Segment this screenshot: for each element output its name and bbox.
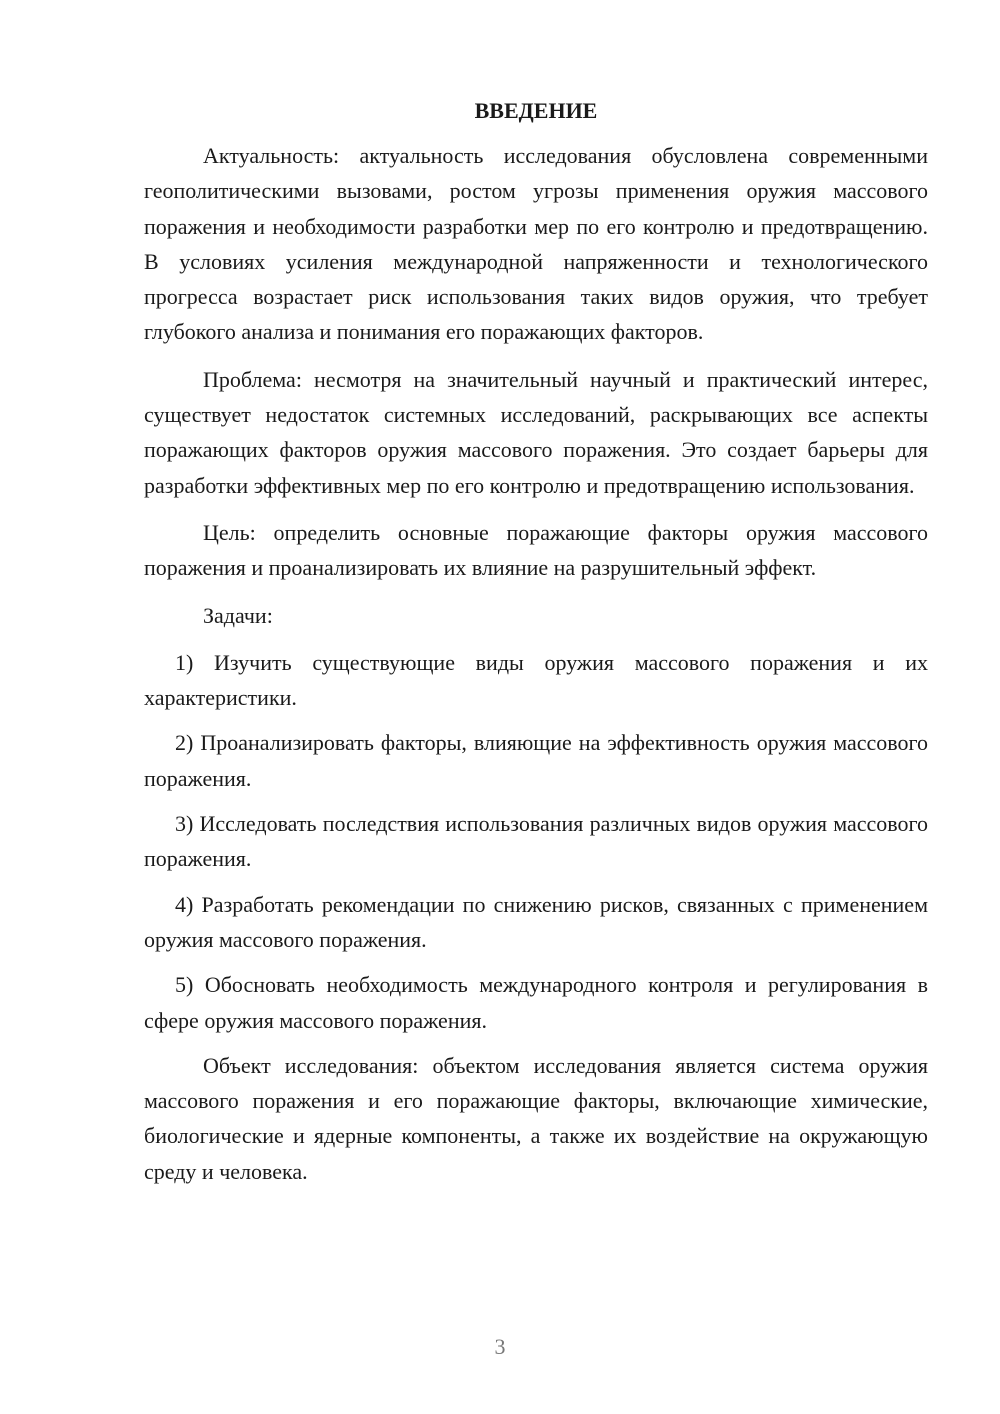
tasks-heading: Задачи:	[203, 602, 273, 628]
list-item: 4) Разработать рекомендации по снижению рисков, связанных с применением оружия массового поражения.	[144, 891, 928, 952]
paragraph-goal: Цель: определить основные поражающие факторы оружия массового поражения и проанализировать их влияние на разрушительный эффект.	[144, 519, 928, 581]
section-title: ВВЕДЕНИЕ	[474, 98, 598, 123]
paragraph-problem: Проблема: несмотря на значительный научный и практический интерес, существует недостаток системных исследований, раскрывающих все аспекты поражающих факторов оружия массового поражения. Это создает барьеры для разработки эффективных мер по его контролю и предотвращению использования.	[144, 366, 928, 498]
list-item: 2) Проанализировать факторы, влияющие на эффективность оружия массового поражения.	[144, 730, 928, 791]
paragraph-object: Объект исследования: объектом исследования является система оружия массового поражения и его поражающие факторы, включающие химические, биологические и ядерные компоненты, а также их воздействие на окружающую среду и человека.	[144, 1052, 928, 1184]
list-item: 1) Изучить существующие виды оружия массового поражения и их характеристики.	[144, 649, 928, 711]
page-number: 3	[494, 1334, 506, 1359]
tasks-list	[144, 645, 928, 1038]
paragraph-relevance: Актуальность: актуальность исследования обусловлена современными геополитическими вызовами, ростом угрозы применения оружия массового поражения и необходимости разработки мер по его контролю и предотвращению. В условиях усиления международной напряженности и технологического прогресса возрастает риск использования таких видов оружия, что требует глубокого анализа и понимания его поражающих факторов.	[144, 143, 928, 345]
list-item: 5) Обосновать необходимость международного контроля и регулирования в сфере оружия массового поражения.	[144, 972, 928, 1033]
document-page	[144, 96, 928, 1201]
list-item: 3) Исследовать последствия использования различных видов оружия массового поражения.	[144, 811, 928, 872]
